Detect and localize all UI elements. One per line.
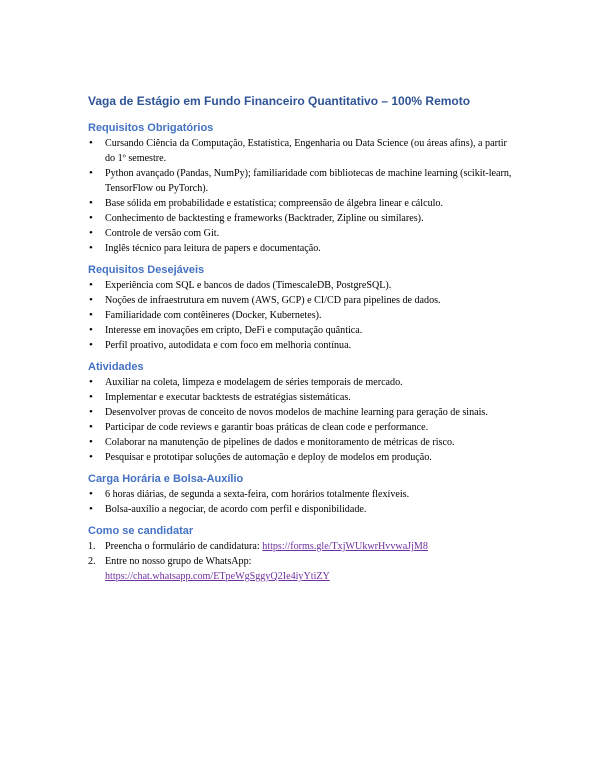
section-heading-requisitos-obrigatorios: Requisitos Obrigatórios [88,122,214,134]
step-text: Preencha o formulário de candidatura: [105,541,263,552]
list-item: • Cursando Ciência da Computação, Estatística, Engenharia ou Data Science (ou áreas afins), a partir do 1º semestre. [88,136,518,166]
document-content [88,94,518,592]
list-item: • Participar de code reviews e garantir boas práticas de clean code e performance. [88,420,518,435]
document-title: Vaga de Estágio em Fundo Financeiro Quantitativo – 100% Remoto [88,94,471,108]
list-item: • Familiaridade com contêineres (Docker, Kubernetes). [88,308,518,323]
whatsapp-link[interactable]: https://chat.whatsapp.com/ETpeWgSggyQ2Ie4iyYtiZY [105,571,330,582]
step-item [88,554,518,584]
list-item: • Interesse em inovações em cripto, DeFi e computação quântica. [88,323,518,338]
requisitos-desejaveis-list [88,278,518,353]
list-item: • Perfil proativo, autodidata e com foco em melhoria contínua. [88,338,518,353]
list-item: • Colaborar na manutenção de pipelines de dados e monitoramento de métricas de risco. [88,435,518,450]
list-item: • Pesquisar e prototipar soluções de automação e deploy de modelos em produção. [88,450,518,465]
candidatar-steps-list [88,539,518,584]
atividades-list [88,375,518,465]
list-item: • Implementar e executar backtests de estratégias sistemáticas. [88,390,518,405]
list-item: • Conhecimento de backtesting e frameworks (Backtrader, Zipline ou similares). [88,211,518,226]
step-text: Entre no nosso grupo de WhatsApp: [105,556,252,567]
list-item: • Base sólida em probabilidade e estatística; compreensão de álgebra linear e cálculo. [88,196,518,211]
step-item [88,539,518,554]
list-item: • Desenvolver provas de conceito de novos modelos de machine learning para geração de sinais. [88,405,518,420]
list-item: • Auxiliar na coleta, limpeza e modelagem de séries temporais de mercado. [88,375,518,390]
list-item: • Controle de versão com Git. [88,226,518,241]
list-item: • 6 horas diárias, de segunda a sexta-feira, com horários totalmente flexíveis. [88,487,518,502]
list-item: • Experiência com SQL e bancos de dados (TimescaleDB, PostgreSQL). [88,278,518,293]
list-item: • Python avançado (Pandas, NumPy); familiaridade com bibliotecas de machine learning (scikit-learn, TensorFlow ou PyTorch). [88,166,518,196]
list-item: • Inglês técnico para leitura de papers e documentação. [88,241,518,256]
step-number: 2. [88,556,96,567]
section-heading-carga-horaria: Carga Horária e Bolsa-Auxílio [88,473,244,485]
section-heading-atividades: Atividades [88,361,144,373]
list-item: • Noções de infraestrutura em nuvem (AWS, GCP) e CI/CD para pipelines de dados. [88,293,518,308]
carga-horaria-list [88,487,518,517]
section-heading-requisitos-desejaveis: Requisitos Desejáveis [88,264,205,276]
step-number: 1. [88,541,96,552]
section-heading-como-se-candidatar: Como se candidatar [88,525,194,537]
list-item: • Bolsa-auxílio a negociar, de acordo com perfil e disponibilidade. [88,502,518,517]
requisitos-obrigatorios-list [88,136,518,256]
forms-link[interactable]: https://forms.gle/TxjWUkwrHvvwaJjM8 [262,541,428,552]
